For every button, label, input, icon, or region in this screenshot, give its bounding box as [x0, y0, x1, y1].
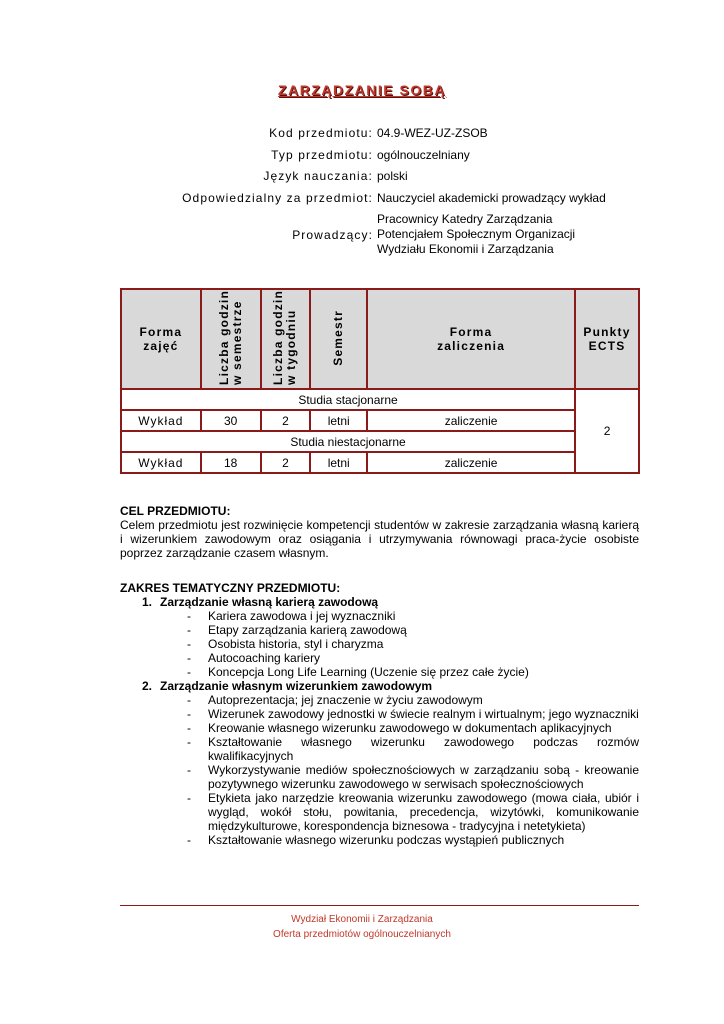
- meta-label: Odpowiedzialny za przedmiot:: [182, 190, 373, 205]
- header-semester: [310, 289, 367, 389]
- header-text: w tygodniu: [284, 309, 299, 385]
- header-text: Forma: [449, 325, 493, 339]
- header-text: zajęć: [143, 339, 179, 353]
- meta-value: ogólnouczelniany: [377, 147, 470, 162]
- topic-number: 1.: [142, 595, 153, 609]
- footer-divider: [120, 905, 639, 906]
- table-section-row: [121, 389, 639, 410]
- cell-form: Wykład: [121, 452, 201, 473]
- topic-items: [120, 693, 639, 847]
- meta-label: Język nauczania:: [263, 169, 373, 183]
- header-vertical: Semestr: [331, 309, 346, 366]
- list-item-text: Etykieta jako narzędzie kreowania wizerunku zawodowego (mowa ciała, ubiór i wygląd, wokół stołu, powitania, precedencja, wizytówki, komunikowanie międzykulturowe, korespondencja biznesowa - tradycyjna i netetykieta): [208, 791, 639, 833]
- list-item: - Osobista historia, styl i charyzma: [187, 637, 639, 651]
- meta-row-responsible: [0, 191, 724, 213]
- list-item: - Autocoaching kariery: [187, 651, 639, 665]
- footer-line-1: Wydział Ekonomii i Zarządzania: [291, 914, 433, 925]
- course-table: [120, 288, 640, 474]
- topic-items: [120, 609, 639, 679]
- meta-value: polski: [377, 169, 408, 183]
- list-item-text: Wizerunek zawodowy jednostki w świecie realnym i wirtualnym; jego wyznaczniki: [208, 707, 639, 721]
- list-item: - Kreowanie własnego wizerunku zawodowego w dokumentach aplikacyjnych: [187, 721, 639, 735]
- header-forma: [121, 289, 201, 389]
- cell-form: Wykład: [121, 410, 201, 431]
- header-text: zaliczenia: [437, 339, 506, 353]
- scope-heading: ZAKRES TEMATYCZNY PRZEDMIOTU:: [120, 581, 341, 595]
- section-nonstationary: Studia niestacjonarne: [121, 431, 575, 452]
- cell-hours-sem: 18: [201, 452, 261, 473]
- meta-value: Nauczyciel akademicki prowadzący wykład: [377, 190, 606, 205]
- list-item: - Autoprezentacja; jej znaczenie w życiu zawodowym: [187, 693, 639, 707]
- header-text: Liczba godzin: [216, 290, 231, 385]
- list-item: - Etykieta jako narzędzie kreowania wizerunku zawodowego (mowa ciała, ubiór i wygląd, wokół stołu, powitania, precedencja, wizytówki, komunikowanie międzykulturowe, korespondencja biznesowa - tradycyjna i netetykieta): [187, 791, 639, 833]
- topic-title: Zarządzanie własną karierą zawodową: [160, 595, 379, 609]
- meta-row-lecturers: [0, 212, 724, 257]
- document-title: ZARZĄDZANIE SOBĄ: [278, 82, 446, 98]
- header-hours-week: [261, 289, 311, 389]
- header-vertical: [272, 290, 298, 385]
- table-section-row: [121, 431, 639, 452]
- list-item-text: Kariera zawodowa i jej wyznaczniki: [208, 609, 396, 623]
- cell-credit: zaliczenie: [367, 452, 575, 473]
- list-item: - Kariera zawodowa i jej wyznaczniki: [187, 609, 639, 623]
- meta-value-lines: [377, 212, 724, 257]
- goal-heading: CEL PRZEDMIOTU:: [120, 504, 231, 518]
- footer-line-2: Oferta przedmiotów ogólnouczelnianych: [273, 929, 451, 940]
- header-zaliczenie: [367, 289, 575, 389]
- list-item-text: Osobista historia, styl i charyzma: [208, 637, 384, 651]
- meta-value: 04.9-WEZ-UZ-ZSOB: [377, 126, 488, 140]
- table-header-row: [121, 289, 639, 389]
- cell-credit: zaliczenie: [367, 410, 575, 431]
- table-row: [121, 410, 639, 431]
- cell-hours-sem: 30: [201, 410, 261, 431]
- section-stationary: Studia stacjonarne: [121, 389, 575, 410]
- header-ects: [575, 289, 639, 389]
- table-row: [121, 452, 639, 473]
- lecturer-line: Potencjałem Społecznym Organizacji: [377, 227, 576, 241]
- header-text: Forma: [139, 325, 183, 339]
- cell-hours-week: 2: [261, 410, 311, 431]
- list-item-text: Autocoaching kariery: [208, 651, 321, 665]
- cell-semester: letni: [310, 452, 367, 473]
- meta-row-type: [0, 148, 724, 170]
- topic-heading: [142, 595, 639, 609]
- meta-row-code: [0, 126, 724, 148]
- goal-text: Celem przedmiotu jest rozwinięcie kompetencji studentów w zakresie zarządzania własną karierą i wizerunkiem zawodowym oraz osiągania i utrzymywania równowagi praca-życie osobiste poprzez zarządzanie czasem własnym.: [120, 518, 639, 560]
- header-text: Punkty: [583, 325, 631, 339]
- list-item: - Wizerunek zawodowy jednostki w świecie realnym i wirtualnym; jego wyznaczniki: [187, 707, 639, 721]
- topic-title: Zarządzanie własnym wizerunkiem zawodowym: [160, 679, 433, 693]
- list-item-text: Wykorzystywanie mediów społecznościowych w zarządzaniu sobą - kreowanie pozytywnego wizerunku zawodowego w serwisach społecznościowych: [208, 763, 639, 791]
- topic-heading: [142, 679, 639, 693]
- cell-hours-week: 2: [261, 452, 311, 473]
- list-item: - Etapy zarządzania karierą zawodową: [187, 623, 639, 637]
- list-item: - Wykorzystywanie mediów społecznościowych w zarządzaniu sobą - kreowanie pozytywnego wizerunku zawodowego w serwisach społecznościowych: [187, 763, 639, 791]
- list-item-text: Kreowanie własnego wizerunku zawodowego w dokumentach aplikacyjnych: [208, 721, 612, 735]
- header-text: w semestrze: [229, 300, 244, 385]
- list-item-text: Koncepcja Long Life Learning (Uczenie się przez całe życie): [208, 665, 529, 679]
- list-item: - Kształtowanie własnego wizerunku podczas wystąpień publicznych: [187, 833, 639, 847]
- meta-label: Prowadzący:: [292, 227, 373, 242]
- topic-number: 2.: [142, 679, 153, 693]
- list-item-text: Autoprezentacja; jej znaczenie w życiu zawodowym: [208, 693, 483, 707]
- lecturer-line: Wydziału Ekonomii i Zarządzania: [377, 242, 554, 256]
- header-hours-semester: [201, 289, 261, 389]
- header-text: ECTS: [588, 339, 626, 353]
- meta-label: Kod przedmiotu:: [269, 126, 373, 140]
- list-item-text: Etapy zarządzania karierą zawodową: [208, 623, 407, 637]
- cell-semester: letni: [310, 410, 367, 431]
- list-item-text: Kształtowanie własnego wizerunku zawodowego podczas rozmów kwalifikacyjnych: [208, 735, 639, 763]
- header-vertical: [218, 290, 244, 385]
- meta-row-language: [0, 169, 724, 191]
- meta-label: Typ przedmiotu:: [271, 147, 373, 162]
- lecturer-line: Pracownicy Katedry Zarządzania: [377, 212, 553, 226]
- list-item: - Koncepcja Long Life Learning (Uczenie się przez całe życie): [187, 665, 639, 679]
- ects-value: 2: [575, 389, 639, 473]
- course-meta: [0, 126, 724, 257]
- course-content: [120, 504, 639, 847]
- list-item-text: Kształtowanie własnego wizerunku podczas wystąpień publicznych: [208, 833, 565, 847]
- header-text: Liczba godzin: [271, 290, 286, 385]
- list-item: - Kształtowanie własnego wizerunku zawodowego podczas rozmów kwalifikacyjnych: [187, 735, 639, 763]
